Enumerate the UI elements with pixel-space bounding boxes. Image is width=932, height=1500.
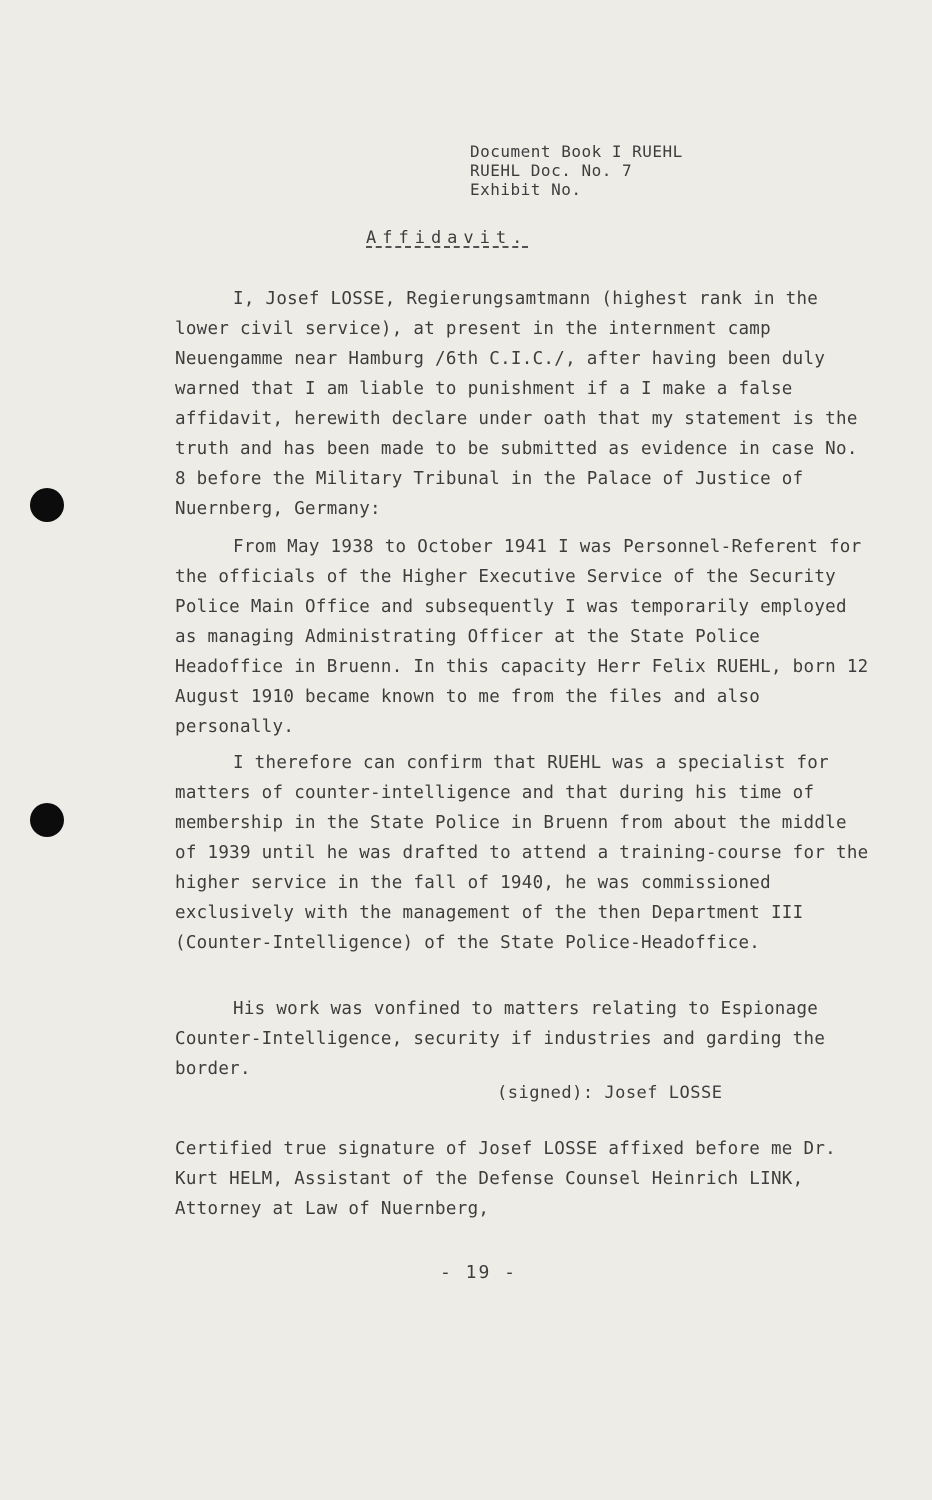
page-number: - 19 - [440, 1262, 518, 1283]
header-line-doc: RUEHL Doc. No. 7 [470, 161, 633, 180]
paragraph-employment: From May 1938 to October 1941 I was Personnel-Referent for the officials of the Higher Executive Service of the Security Police Main Office and subsequently I was temporarily employed as managing Administrating Officer at the State Police Headoffice in Bruenn. In this capacity Herr Felix RUEHL, born 12 August 1910 became known to me from the files and also personally. [175, 537, 869, 737]
header-line-book: Document Book I RUEHL [470, 142, 683, 161]
header-line-exhibit: Exhibit No. [470, 180, 582, 199]
document-header [470, 142, 683, 199]
punch-hole [30, 488, 64, 522]
signature-line: (signed): Josef LOSSE [497, 1083, 723, 1103]
paragraph-confirmation: I therefore can confirm that RUEHL was a specialist for matters of counter-intelligence and that during his time of membership in the State Police in Bruenn from about the middle of 1939 until he was drafted to attend a training-course for the higher service in the fall of 1940, he was commissioned exclusively with the management of the then Department III (Counter-Intelligence) of the State Police-Headoffice. [175, 753, 869, 953]
paragraph-work-scope: His work was vonfined to matters relating to Espionage Counter-Intelligence, security if industries and garding the border. [175, 999, 826, 1079]
document-title: Affidavit. [366, 228, 529, 248]
paragraph-declaration: I, Josef LOSSE, Regierungsamtmann (highest rank in the lower civil service), at present in the internment camp Neuengamme near Hamburg /6th C.I.C./, after having been duly warned that I am liable to punishment if a I make a false affidavit, herewith declare under oath that my statement is the truth and has been made to be submitted as evidence in case No. 8 before the Military Tribunal in the Palace of Justice of Nuernberg, Germany: [175, 289, 858, 519]
punch-hole [30, 803, 64, 837]
certification-text: Certified true signature of Josef LOSSE affixed before me Dr. Kurt HELM, Assistant of the Defense Counsel Heinrich LINK, Attorney at Law of Nuernberg, [175, 1139, 836, 1219]
